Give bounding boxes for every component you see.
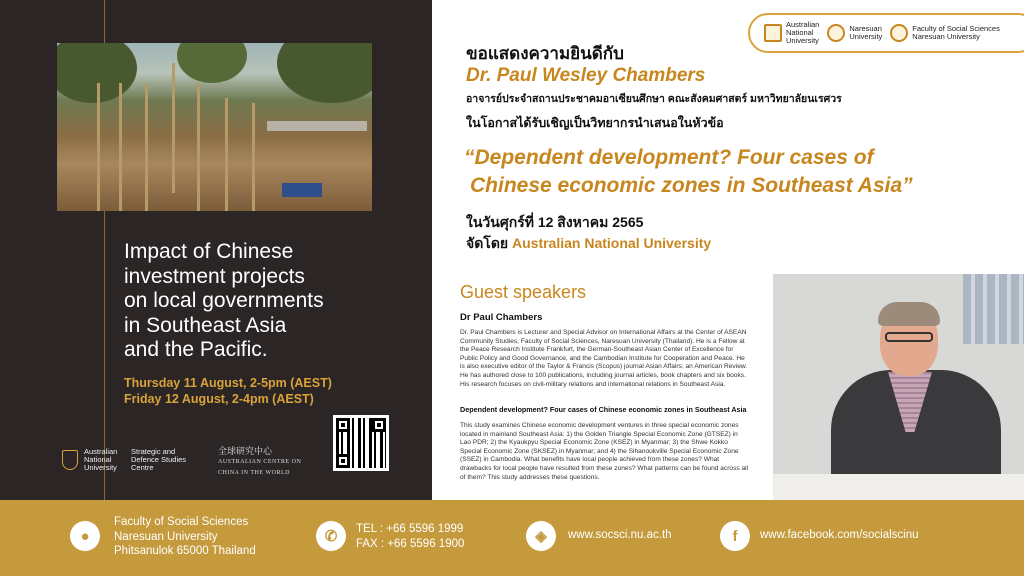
anu-crest-icon	[764, 24, 782, 42]
event-title-line: Impact of Chinese	[124, 240, 294, 263]
phone-icon: ✆	[316, 521, 346, 551]
talk-title	[464, 144, 1004, 200]
event-date-2: Friday 12 August, 2-4pm (AEST)	[124, 392, 314, 406]
address-block	[114, 515, 256, 559]
guest-speakers-heading: Guest speakers	[460, 282, 587, 302]
partner-logo-anu	[764, 21, 819, 45]
acc-logo-chinese: 全球研究中心	[218, 446, 273, 456]
phone-block	[356, 522, 464, 551]
acc-logo-text: CHINA IN THE WORLD	[218, 470, 290, 476]
phone-number: TEL : +66 5596 1999	[356, 523, 464, 535]
facebook-link[interactable]: www.facebook.com/socialscinu	[760, 529, 919, 541]
event-title-line: investment projects	[124, 264, 305, 288]
address-line: Phitsanulok 65000 Thailand	[114, 545, 256, 557]
website-link[interactable]: www.socsci.nu.ac.th	[568, 529, 672, 541]
anu-logo-text: University	[84, 463, 117, 472]
event-title-line: in Southeast Asia	[124, 313, 287, 337]
acc-logo-text: AUSTRALIAN CENTRE ON	[218, 459, 302, 465]
congratulations-heading: ขอแสดงความยินดีกับ	[466, 44, 624, 63]
anu-crest-icon	[62, 450, 78, 470]
guest-name: Dr Paul Chambers	[460, 312, 543, 323]
socsci-seal-icon	[890, 24, 908, 42]
address-line: Naresuan University	[114, 530, 218, 543]
event-title-line: and the Pacific.	[124, 338, 268, 361]
anu-logo-text: National	[84, 455, 112, 464]
partner-logo-text: University	[849, 32, 883, 41]
qr-code[interactable]	[333, 415, 389, 471]
guest-bio: Dr. Paul Chambers is Lecturer and Special Advisor on International Affairs at the Center of ASEAN Community Studies, Faculty of Social Sciences, Naresuan University (Thailand). He is a Fellow at the Peace Research Institute Frankfurt, the German-Southeast Asian Center of Excellence for Public Policy and Good Governance, and the Cambodian Institute for Cooperation and Peace. He is also executive editor of the Taylor & Francis (Scopus) journal Asian Affairs: an American Review. He has authored close to 100 publications, including journal articles, book chapters and six books. His research focuses on civil-military relations and international relations in Southeast Asia.	[460, 329, 748, 388]
organizer-name: Australian National University	[512, 235, 712, 251]
sdsc-logo-text: Defence Studies	[131, 455, 187, 464]
event-title	[124, 240, 374, 363]
partner-logo-nu	[827, 24, 882, 42]
facebook-icon: f	[720, 521, 750, 551]
globe-icon: ◈	[526, 521, 556, 551]
event-title-line: on local governments	[124, 289, 324, 312]
sdsc-logo-text: Centre	[131, 463, 154, 472]
construction-photo	[57, 43, 372, 211]
address-line: Faculty of Social Sciences	[114, 516, 249, 528]
partner-logo-text: Naresuan University	[912, 32, 980, 41]
speaker-name: Dr. Paul Wesley Chambers	[466, 65, 706, 86]
location-pin-icon: ●	[70, 521, 100, 551]
left-panel	[0, 0, 432, 500]
event-date-1: Thursday 11 August, 2-5pm (AEST)	[124, 376, 332, 390]
anu-logo	[62, 448, 117, 472]
talk-date: ในวันศุกร์ที่ 12 สิงหาคม 2565	[466, 214, 644, 230]
partner-logos	[748, 13, 1024, 53]
contact-footer	[0, 500, 1024, 576]
speaker-affiliation: อาจารย์ประจำสถานประชาคมอาเซียนศึกษา คณะสังคมศาสตร์ มหาวิทยาลัยนเรศวร	[466, 93, 842, 105]
talk-title-line: Chinese economic zones in Southeast Asia”	[470, 174, 913, 197]
invitation-text: ในโอกาสได้รับเชิญเป็นวิทยากรนำเสนอในหัวข้อ	[466, 116, 724, 130]
partner-logo-socsci	[890, 24, 1000, 42]
partner-logo-text: Faculty of Social Sciences	[912, 24, 1000, 33]
organizer-line	[466, 233, 711, 255]
sdsc-logo	[131, 448, 186, 472]
organizer-label: จัดโดย	[466, 235, 509, 251]
partner-logo-text: National	[786, 28, 814, 37]
nu-seal-icon	[827, 24, 845, 42]
anu-logo-text: Australian	[84, 447, 118, 456]
acc-logo	[218, 446, 301, 479]
partner-logo-text: Australian	[786, 20, 820, 29]
talk-title-line: “Dependent development? Four cases of	[464, 146, 874, 169]
abstract-text: This study examines Chinese economic development ventures in three special economic zones located in mainland Southeast Asia: 1) the Golden Triangle Special Economic Zone (GTSEZ) in Lao PDR; 2) the Kyaukpyu Special Economic Zone (KSEZ) in Myanmar; 3) the Shwe Kokko Special Economic Zone (SKSEZ) in Myanmar; and 4) the Sihanoukville Special Economic Zone (SSEZ) in Cambodia. What benefits have local people achieved from these zones? What drawbacks for local people have resulted from these zones? What patterns can be found across all of them? This study addresses these questions.	[460, 422, 749, 481]
partner-logo-text: University	[786, 36, 819, 45]
fax-number: FAX : +66 5596 1900	[356, 537, 465, 550]
speaker-portrait	[773, 274, 1024, 500]
abstract-title: Dependent development? Four cases of Chinese economic zones in Southeast Asia	[460, 405, 747, 414]
partner-logo-text: Naresuan	[849, 24, 882, 33]
sdsc-logo-text: Strategic and	[131, 447, 176, 456]
